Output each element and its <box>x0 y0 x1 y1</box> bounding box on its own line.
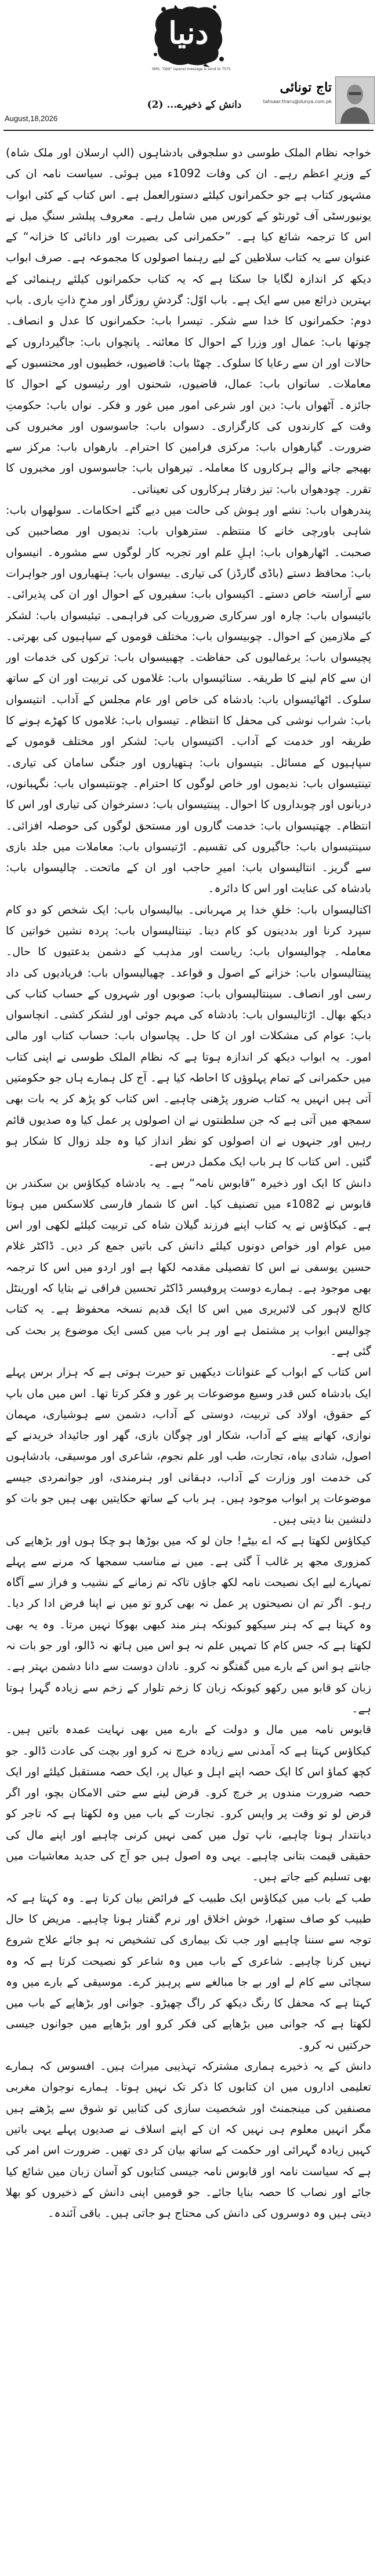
sms-info: SMS: "DJW" (space) message & send to 7575 <box>152 67 231 71</box>
article-paragraph: اکتالیسواں باب: خلقِ خدا پر مہربانی۔ بیالیسواں باب: ایک شخص کو دو کام سپرد کرنا اور بددینوں کو کام دینا۔ تینتالیسواں باب: پردہ نشین خواتین کا معاملہ۔ چوالیسواں باب: ریاست اور مذہب کے دشمن بدعتیوں کا حال۔ پینتالیسواں باب: خزانے کے اصول و قواعد۔ چھیالیسواں باب: فریادیوں کی داد رسی اور انصاف۔ سینتالیسواں باب: صوبوں اور شہروں کے حساب کتاب کی دیکھ بھال۔ اڑتالیسواں باب: بادشاہ کی مہم جوئی اور لشکر کشی۔ انچاسواں باب: عوام کی مشکلات اور ان کا حل۔ پچاسواں باب: حساب کتاب اور مالی امور۔ یہ ابواب دیکھ کر اندازہ ہوتا ہے کہ نظام الملک طوسی نے اپنی کتاب میں حکمرانی کے تمام پہلوؤں کا احاطہ کیا ہے۔ آج کل ہمارے ہاں جو حکومتیں آتی ہیں انہیں یہ کتاب ضرور پڑھنی چاہیے۔ اس کتاب کو پڑھ کر یہ بات بھی سمجھ میں آتی ہے کہ جن سلطنتوں نے ان اصولوں پر عمل کیا وہ صدیوں قائم رہیں اور جنہوں نے ان اصولوں کو نظر انداز کیا وہ جلد زوال کا شکار ہو گئیں۔ اس کتاب کا ہر باب ایک مکمل درس ہے۔ <box>6 902 371 1169</box>
article-paragraph: دانش کے یہ ذخیرے ہماری مشترکہ تہذیبی میراث ہیں۔ افسوس کہ ہمارے تعلیمی اداروں میں ان کتابوں کا ذکر تک نہیں ہوتا۔ ہمارے نوجوان مغربی مصنفین کی مینجمنٹ اور شخصیت سازی کی کتابیں تو شوق سے پڑھتے ہیں مگر انہیں معلوم ہی نہیں کہ ان کے اپنے اسلاف نے صدیوں پہلے یہی باتیں کہیں زیادہ گہرائی اور حکمت کے ساتھ بیان کر دی تھیں۔ ضرورت اس امر کی ہے کہ سیاست نامہ اور قابوس نامہ جیسی کتابوں کو آسان زبان میں شائع کیا جائے اور نصاب کا حصہ بنایا جائے۔ جو قومیں اپنی دانش کے ذخیروں کو بھلا دیتی ہیں وہ دوسروں کی دانش کی محتاج ہو جاتی ہیں۔ باقی آئندہ۔ <box>6 2059 371 2220</box>
header-divider <box>3 130 374 131</box>
article-body <box>6 142 371 2570</box>
dunya-logo <box>152 3 225 67</box>
article-paragraph: قابوس نامہ میں مال و دولت کے بارے میں بھی نہایت عمدہ باتیں ہیں۔ کیکاؤس کہتا ہے کہ آمدنی سے زیادہ خرچ نہ کرو اور بچت کی عادت ڈالو۔ جو کچھ کماؤ اس کا ایک حصہ اپنے اہل و عیال پر، ایک حصہ مستقبل کیلئے اور ایک حصہ ضرورت مندوں پر خرچ کرو۔ قرض لینے سے حتی الامکان بچو، اور اگر قرض لو تو وقت پر واپس کرو۔ تجارت کے باب میں وہ لکھتا ہے کہ تاجر کو دیانتدار ہونا چاہیے، ناپ تول میں کمی نہیں کرنی چاہیے اور اپنے مال کی حقیقی قیمت بتانی چاہیے۔ یہی وہ اصول ہیں جو آج کی جدید معاشیات میں بھی تسلیم کیے جاتے ہیں۔ <box>6 1723 371 1884</box>
column-title: دانش کے ذخیرے... (2) <box>147 99 242 111</box>
author-email: tahsaar.tharu@dunya.com.pk <box>263 99 332 104</box>
article-paragraph: پندرھواں باب: نشے اور ہوش کی حالت میں دیے گئے احکامات۔ سولھواں باب: شاہی باورچی خانے کا منتظم۔ سترھواں باب: ندیموں اور مصاحبین کی صحبت۔ اٹھارھواں باب: اہلِ علم اور تجربہ کار لوگوں سے مشورہ۔ انیسواں باب: محافظ دستے (باڈی گارڈز) کی تیاری۔ بیسواں باب: ہتھیاروں اور جواہرات سے آراستہ خاص دستے۔ اکیسواں باب: سفیروں کے احوال اور ان کی پذیرائی۔ بائیسواں باب: چارہ اور سرکاری ضروریات کی فراہمی۔ تیئیسواں باب: لشکر کے ملازمین کے احوال۔ چوبیسواں باب: مختلف قوموں کے سپاہیوں کی بھرتی۔ پچیسواں باب: یرغمالیوں کی حفاظت۔ چھبیسواں باب: ترکوں کی خدمات اور ان سے کام لینے کا طریقہ۔ ستائیسواں باب: غلاموں کی تربیت اور ان کے ساتھ سلوک۔ اٹھائیسواں باب: بادشاہ کی خاص اور عام مجلس کے آداب۔ انتیسواں باب: شراب نوشی کی محفل کا انتظام۔ تیسواں باب: غلاموں کا کھڑے ہونے کا طریقہ اور خدمت کے آداب۔ اکتیسواں باب: لشکر اور مختلف قوموں کے سپاہیوں کے مسائل۔ بتیسواں باب: ہتھیاروں اور جنگی سامان کی تیاری۔ تینتیسواں باب: ندیموں اور خاص لوگوں کا احترام۔ چونتیسواں باب: نگہبانوں، دربانوں اور چوبداروں کا احوال۔ پینتیسواں باب: دسترخوان کی تیاری اور اس کا انتظام۔ چھتیسواں باب: خدمت گاروں اور مستحق لوگوں کی حوصلہ افزائی۔ سینتیسواں باب: جاگیروں کی تقسیم۔ اڑتیسواں باب: معاملات میں جلد بازی سے گریز۔ انتالیسواں باب: امیرِ حاجب اور ان کے ماتحت۔ چالیسواں باب: بادشاہ کی عنایت اور اس کا دائرہ۔ <box>6 503 371 896</box>
article-paragraph: خواجہ نظام الملک طوسی دو سلجوقی بادشاہوں (الپ ارسلان اور ملک شاہ) کے وزیرِ اعظم رہے۔ ان کی وفات 1092ء میں ہوئی۔ سیاست نامہ ان کی مشہور کتاب ہے جو حکمرانوں کیلئے دستورالعمل ہے۔ اس کتاب کے کئی ابواب یونیورسٹی آف ٹورنٹو کے کورس میں شامل رہے۔ معروف پبلشر سنگِ میل نے اس کا ترجمہ شائع کیا ہے۔ ”حکمرانی کی بصیرت اور دانائی کا خزانہ“ کے عنوان سے یہ کتاب سلاطین کے لیے رہنما اصولوں کا مجموعہ ہے۔ صرف ابواب دیکھ کر اندازہ لگایا جا سکتا ہے کہ یہ کتاب حکمرانوں کیلئے رہنمائی کے بہترین ذرائع میں سے ایک ہے۔ باب اوّل: گردشِ روزگار اور مدحِ ذاتِ باری۔ باب دوم: حکمرانوں کا خدا سے شکر۔ تیسرا باب: حکمرانوں کا عدل و انصاف۔ چوتھا باب: عمال اور وزرا کے احوال کا معائنہ۔ پانچواں باب: جاگیرداروں کے حالات اور ان سے رعایا کا سلوک۔ چھٹا باب: قاضیوں، خطیبوں اور محتسبوں کے معاملات۔ ساتواں باب: عمال، قاضیوں، شحنوں اور رئیسوں کے احوال کا جائزہ۔ آٹھواں باب: دین اور شرعی امور میں غور و فکر۔ نواں باب: حکومتِ وقت کے کارندوں کی کارگزاری۔ دسواں باب: جاسوسوں اور مخبروں کی ضرورت۔ گیارھواں باب: مرکزی فرامین کا احترام۔ بارھواں باب: مرکز سے بھیجے جانے والے ہرکاروں کا معاملہ۔ تیرھواں باب: جاسوسوں اور مخبروں کا تقرر۔ چودھواں باب: تیز رفتار ہرکاروں کی تعیناتی۔ <box>6 146 371 496</box>
article-paragraph: طب کے باب میں کیکاؤس ایک طبیب کے فرائض بیان کرتا ہے۔ وہ کہتا ہے کہ طبیب کو صاف ستھرا، خوش اخلاق اور نرم گفتار ہونا چاہیے۔ مریض کا حال توجہ سے سننا چاہیے اور جب تک بیماری کی تشخیص نہ ہو جائے علاج شروع نہیں کرنا چاہیے۔ شاعری کے باب میں وہ شاعر کو نصیحت کرتا ہے کہ وہ سچائی سے کام لے اور بے جا مبالغے سے پرہیز کرے۔ موسیقی کے بارے میں وہ کہتا ہے کہ محفل کا رنگ دیکھ کر راگ چھیڑو۔ جوانی اور بڑھاپے کے باب میں لکھتا ہے کہ جوانی میں بڑھاپے کی فکر کرو اور بڑھاپے میں جوانوں جیسی حرکتیں نہ کرو۔ <box>6 1891 371 2052</box>
logo-text: دنیا <box>168 16 209 51</box>
byline <box>0 74 377 139</box>
author-photo <box>335 76 375 124</box>
article-paragraph: کیکاؤس لکھتا ہے کہ اے بیٹے! جان لو کہ میں بوڑھا ہو چکا ہوں اور بڑھاپے کی کمزوری مجھ پر غالب آ گئی ہے۔ میں نے مناسب سمجھا کہ مرنے سے پہلے تمہارے لیے ایک نصیحت نامہ لکھ جاؤں تاکہ تم زمانے کے نشیب و فراز سے آگاہ رہو۔ اگر تم ان نصیحتوں پر عمل نہ بھی کرو تو میں نے اپنا فرض ادا کر دیا۔ وہ کہتا ہے کہ ہنر سیکھو کیونکہ ہنر مند کبھی بھوکا نہیں مرتا۔ وہ یہ بھی لکھتا ہے کہ جس کام کا تمہیں علم نہ ہو اس میں ہاتھ نہ ڈالو، اور جو بات نہ جانتے ہو اس کے بارے میں گفتگو نہ کرو۔ نادان دوست سے دانا دشمن بہتر ہے۔ زبان کو قابو میں رکھو کیونکہ زبان کا زخم تلوار کے زخم سے زیادہ گہرا ہوتا ہے۔ <box>6 1533 371 1715</box>
masthead <box>0 0 377 74</box>
author-name: تاج تونائی <box>280 80 332 95</box>
article-paragraph: اس کتاب کے ابواب کے عنوانات دیکھیں تو حیرت ہوتی ہے کہ ہزار برس پہلے ایک بادشاہ کس قدر وسیع موضوعات پر غور و فکر کرتا تھا۔ اس میں ماں باپ کے حقوق، اولاد کی تربیت، دوستی کے آداب، دشمن سے ہوشیاری، مہمان نوازی، کھانے پینے کے آداب، شکار اور چوگان بازی، گھر اور جائیداد خریدنے کے اصول، شادی بیاہ، تجارت، طب اور علم نجوم، شاعری اور موسیقی، بادشاہوں کی خدمت اور وزارت کے آداب، دہقانی اور ہنرمندی، اور جوانمردی جیسے موضوعات پر ابواب موجود ہیں۔ ہر باب کے ساتھ حکایتیں بھی ہیں جو بات کو دلنشین بنا دیتی ہیں۔ <box>6 1365 371 1526</box>
publish-date: August,18,2026 <box>5 114 58 123</box>
article-paragraph: دانش کا ایک اور ذخیرہ ”قابوس نامہ“ ہے۔ یہ بادشاہ کیکاؤس بن سکندر بن قابوس نے 1082ء میں تصنیف کیا۔ اس کا شمار فارسی کلاسکس میں ہوتا ہے۔ کیکاؤس نے یہ کتاب اپنے فرزند گیلان شاہ کی تربیت کیلئے لکھی اور اس میں عوام اور خواص دونوں کیلئے دانش کی باتیں جمع کر دیں۔ ڈاکٹر غلام حسین یوسفی نے اس کا تفصیلی مقدمہ لکھا ہے اور اردو میں اس کا ترجمہ بھی موجود ہے۔ ہمارے دوست پروفیسر ڈاکٹر تحسین فراقی نے بتایا کہ اورینٹل کالج لاہور کی لائبریری میں اس کا ایک قدیم نسخہ محفوظ ہے۔ یہ کتاب چوالیس ابواب پر مشتمل ہے اور ہر باب میں کسی ایک موضوع پر بحث کی گئی ہے۔ <box>6 1176 371 1358</box>
author-silhouette-icon <box>336 77 374 123</box>
